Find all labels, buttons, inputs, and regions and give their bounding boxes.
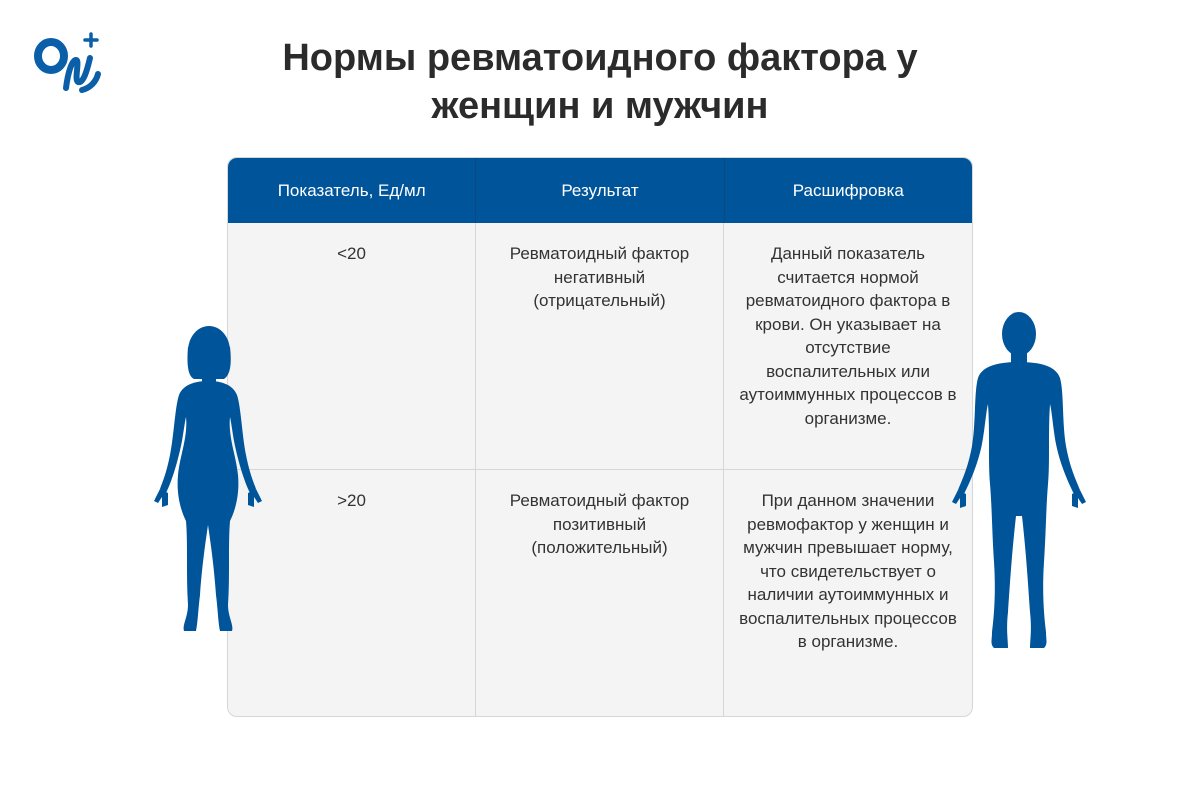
cell-indicator: >20 <box>228 470 476 716</box>
header-indicator: Показатель, Ед/мл <box>228 158 476 223</box>
cell-indicator: <20 <box>228 223 476 469</box>
cell-result: Ревматоидный фактор позитивный (положительный) <box>476 470 724 716</box>
header-interpretation: Расшифровка <box>792 180 904 200</box>
page-title-line-1: Нормы ревматоидного фактора у <box>282 37 918 79</box>
page-title <box>200 34 1000 130</box>
table-row <box>228 469 972 716</box>
norms-table <box>227 157 973 717</box>
male-silhouette-icon <box>950 312 1088 652</box>
page-title-line-2: женщин и мужчин <box>431 85 769 127</box>
table-row <box>228 223 972 469</box>
header-result: Результат <box>476 158 724 223</box>
female-silhouette-icon <box>150 325 268 640</box>
table-header <box>228 158 972 223</box>
cell-result: Ревматоидный фактор негативный (отрицательный) <box>476 223 724 469</box>
on-plus-logo-icon <box>32 30 104 94</box>
cell-interpretation: Данный показатель считается нормой ревматоидного фактора в крови. Он указывает на отсутствие воспалительных или аутоиммунных процессов в организме. <box>739 244 957 428</box>
cell-interpretation: При данном значении ревмофактор у женщин и мужчин превышает норму, что свидетельствует о наличии аутоиммунных и воспалительных процессов в организме. <box>739 491 957 651</box>
